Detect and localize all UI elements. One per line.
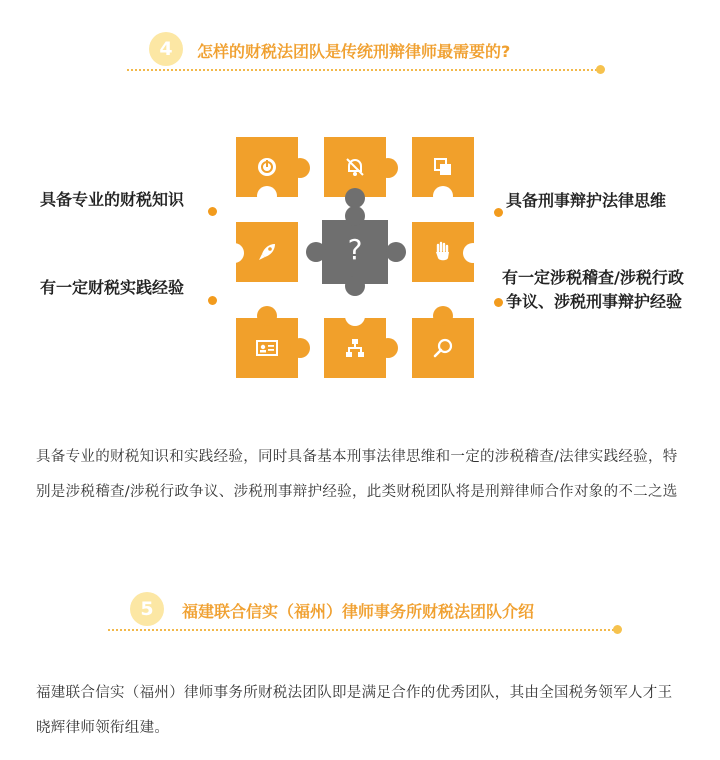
left-label-knowledge: 具备专业的财税知识 — [40, 190, 185, 209]
right-label-criminal-thinking: 具备刑事辩护法律思维 — [506, 191, 667, 210]
id-card-icon — [255, 336, 279, 360]
no-bell-icon — [343, 155, 367, 179]
left-label-practice: 有一定财税实践经验 — [40, 278, 185, 297]
team-intro-paragraph: 福建联合信实（福州）律师事务所财税法团队即是满足合作的优秀团队，其由全国税务领军人才王晓辉律师领衔组建。 — [36, 685, 673, 736]
question-mark-icon: ? — [347, 233, 363, 266]
description-paragraph: 具备专业的财税知识和实践经验，同时具备基本刑事法律思维和一定的涉税稽查/法律实践经验，特别是涉税稽查/涉税行政争议、涉税刑事辩护经验，此类财税团队将是刑辩律师合作对象的不二之选 — [36, 449, 678, 500]
copy-icon — [431, 155, 455, 179]
section-5-header — [0, 590, 720, 635]
dotted-divider — [108, 629, 614, 631]
magnifier-icon — [431, 336, 455, 360]
puzzle-knob — [433, 306, 453, 326]
puzzle-knob — [345, 276, 365, 296]
puzzle-hole — [433, 186, 453, 206]
puzzle-knob — [306, 242, 326, 262]
divider-end-dot — [613, 625, 622, 634]
label-dot — [494, 208, 503, 217]
puzzle-hole — [257, 186, 277, 206]
label-dot — [494, 298, 503, 307]
puzzle-hole — [345, 306, 365, 326]
network-icon — [343, 336, 367, 360]
puzzle-piece — [324, 318, 386, 378]
section-number-badge: 5 — [130, 592, 164, 626]
label-dot — [208, 207, 217, 216]
puzzle-knob — [378, 158, 398, 178]
right-label-tax-dispute-1: 有一定涉税稽查/涉税行政 — [502, 268, 684, 287]
puzzle-knob — [345, 188, 365, 208]
rocket-icon — [255, 240, 279, 264]
puzzle-knob — [345, 206, 365, 226]
puzzle-knob — [290, 338, 310, 358]
center-puzzle-piece — [322, 220, 388, 284]
puzzle-piece — [236, 222, 298, 282]
puzzle-knob — [386, 242, 406, 262]
puzzle-knob — [290, 158, 310, 178]
section-number-badge: 4 — [149, 32, 183, 66]
puzzle-knob — [378, 338, 398, 358]
section-title: 福建联合信实（福州）律师事务所财税法团队介绍 — [182, 602, 535, 621]
puzzle-piece — [412, 318, 474, 378]
label-dot — [208, 296, 217, 305]
hand-icon — [431, 240, 455, 264]
puzzle-hole — [224, 243, 244, 263]
power-icon — [255, 155, 279, 179]
right-label-tax-dispute-2: 争议、涉税刑事辩护经验 — [506, 292, 683, 311]
puzzle-hole — [463, 243, 483, 263]
section-title: 怎样的财税法团队是传统刑辩律师最需要的? — [197, 42, 511, 61]
puzzle-piece — [236, 318, 298, 378]
puzzle-knob — [257, 306, 277, 326]
